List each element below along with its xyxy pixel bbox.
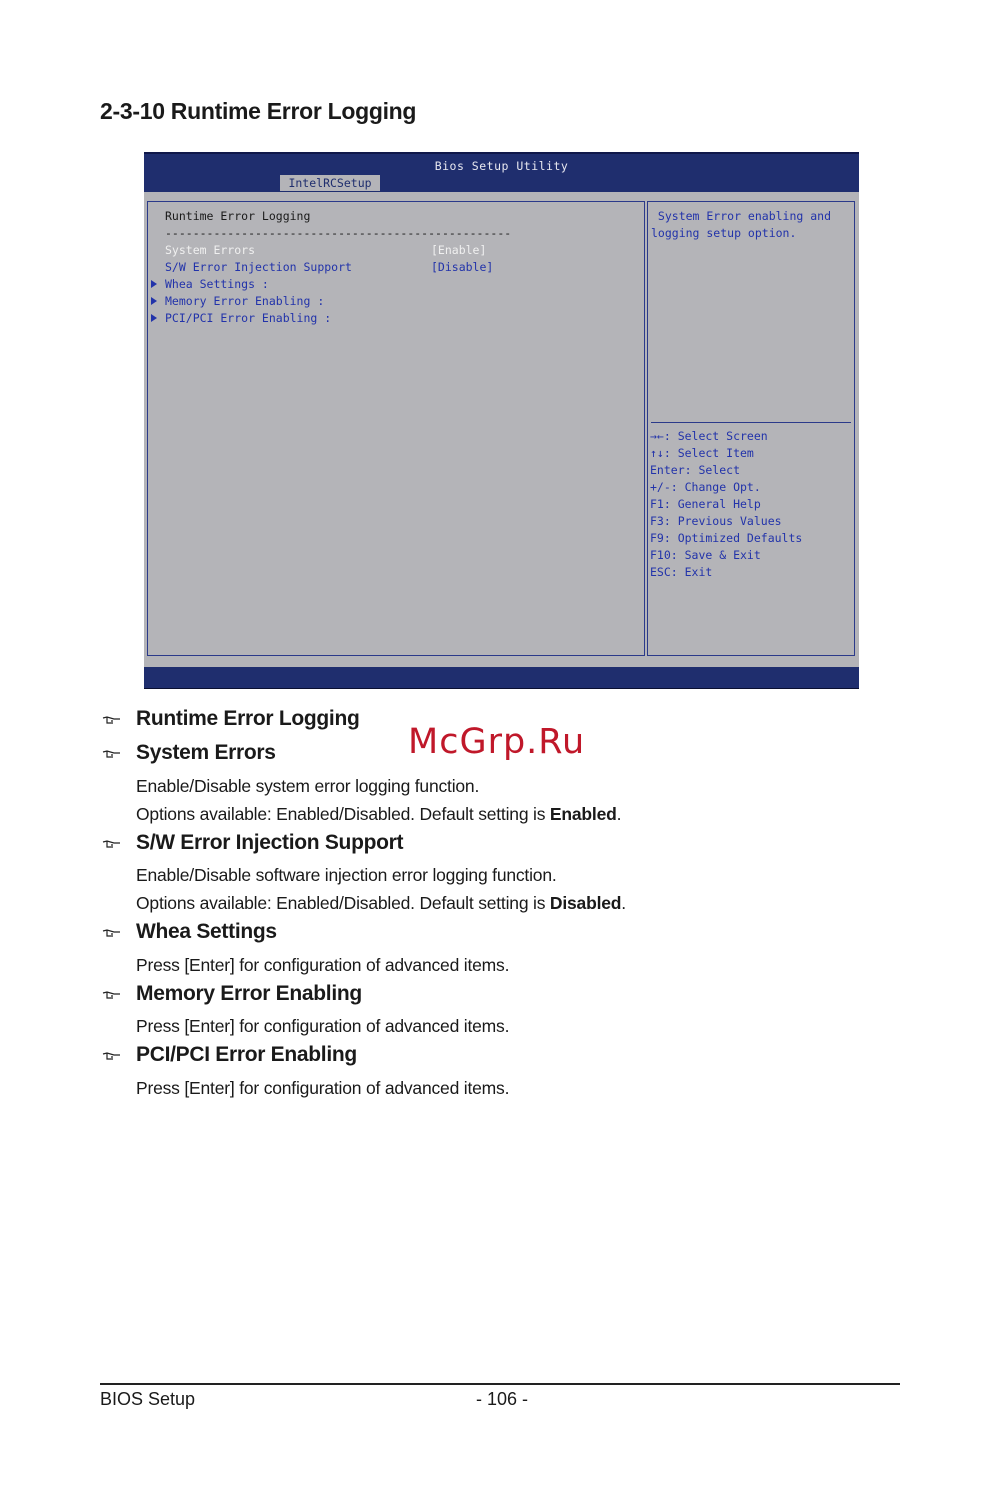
item-options [136, 804, 621, 825]
key-hint: F1: General Help [650, 497, 761, 511]
submenu-whea-settings[interactable]: Whea Settings : [165, 277, 269, 291]
key-hint: →←: Select Screen [650, 429, 768, 443]
bios-bottom-bar [144, 667, 859, 688]
submenu-arrow-icon [151, 314, 157, 322]
key-hint: +/-: Change Opt. [650, 480, 761, 494]
pointing-hand-icon [102, 928, 122, 938]
help-text-line-1: System Error enabling and [651, 209, 832, 223]
item-desc: Press [Enter] for configuration of advanced items. [136, 955, 510, 975]
setting-system-errors-value[interactable]: [Enable] [431, 243, 487, 257]
item-title-memory-error-enabling: Memory Error Enabling [136, 982, 362, 1005]
key-hint: Enter: Select [650, 463, 741, 477]
page-number: - 106 - [476, 1389, 529, 1409]
bios-title [144, 159, 859, 173]
setting-sw-error-injection[interactable]: S/W Error Injection Support [165, 260, 352, 274]
pointing-hand-icon [102, 839, 122, 849]
options-text: Options available: Enabled/Disabled. Default setting is [136, 893, 550, 913]
pane-header: Runtime Error Logging [165, 209, 311, 223]
help-pane [647, 201, 855, 656]
options-suffix: . [621, 893, 626, 913]
default-value: Enabled [549, 804, 617, 824]
item-title-whea-settings: Whea Settings [136, 920, 277, 943]
options-text: Options available: Enabled/Disabled. Default setting is [136, 804, 550, 824]
setting-sw-error-injection-value[interactable]: [Disable] [431, 260, 494, 274]
footer-rule [100, 1383, 900, 1385]
bios-body [144, 192, 859, 667]
item-title-runtime-error-logging: Runtime Error Logging [136, 707, 360, 730]
help-divider [651, 422, 851, 423]
default-value: Disabled [549, 893, 622, 913]
pointing-hand-icon [102, 1051, 122, 1061]
submenu-arrow-icon [151, 297, 157, 305]
watermark: McGrp.Ru [408, 722, 586, 762]
key-hint: ESC: Exit [650, 565, 713, 579]
pane-separator: -------------------------------------------------- [165, 226, 512, 240]
item-title-sw-error-injection: S/W Error Injection Support [136, 831, 404, 854]
bios-screenshot [144, 152, 859, 689]
key-hint: F3: Previous Values [650, 514, 782, 528]
pointing-hand-icon [102, 749, 122, 759]
footer-section-name: BIOS Setup [100, 1389, 196, 1409]
item-desc: Enable/Disable software injection error logging function. [136, 865, 557, 885]
submenu-memory-error[interactable]: Memory Error Enabling : [165, 294, 325, 308]
setting-system-errors[interactable]: System Errors [165, 243, 256, 257]
tab-intelrcsetup[interactable]: IntelRCSetup [280, 175, 380, 191]
item-desc: Press [Enter] for configuration of advanced items. [136, 1078, 510, 1098]
key-hint: ↑↓: Select Item [650, 446, 754, 460]
bios-title-text: Bios Setup Utility [434, 159, 569, 173]
key-hint: F9: Optimized Defaults [650, 531, 803, 545]
settings-pane [147, 201, 645, 656]
item-options [136, 893, 626, 914]
section-heading: 2-3-10 Runtime Error Logging [100, 98, 417, 124]
submenu-pci-error[interactable]: PCI/PCI Error Enabling : [165, 311, 332, 325]
help-text-line-2: logging setup option. [651, 226, 797, 240]
pointing-hand-icon [102, 990, 122, 1000]
item-desc: Press [Enter] for configuration of advanced items. [136, 1016, 510, 1036]
pointing-hand-icon [102, 715, 122, 725]
item-desc: Enable/Disable system error logging function. [136, 776, 480, 796]
item-title-pci-error-enabling: PCI/PCI Error Enabling [136, 1043, 357, 1066]
submenu-arrow-icon [151, 280, 157, 288]
item-title-system-errors: System Errors [136, 741, 276, 764]
options-suffix: . [616, 804, 622, 824]
key-hint: F10: Save & Exit [650, 548, 761, 562]
